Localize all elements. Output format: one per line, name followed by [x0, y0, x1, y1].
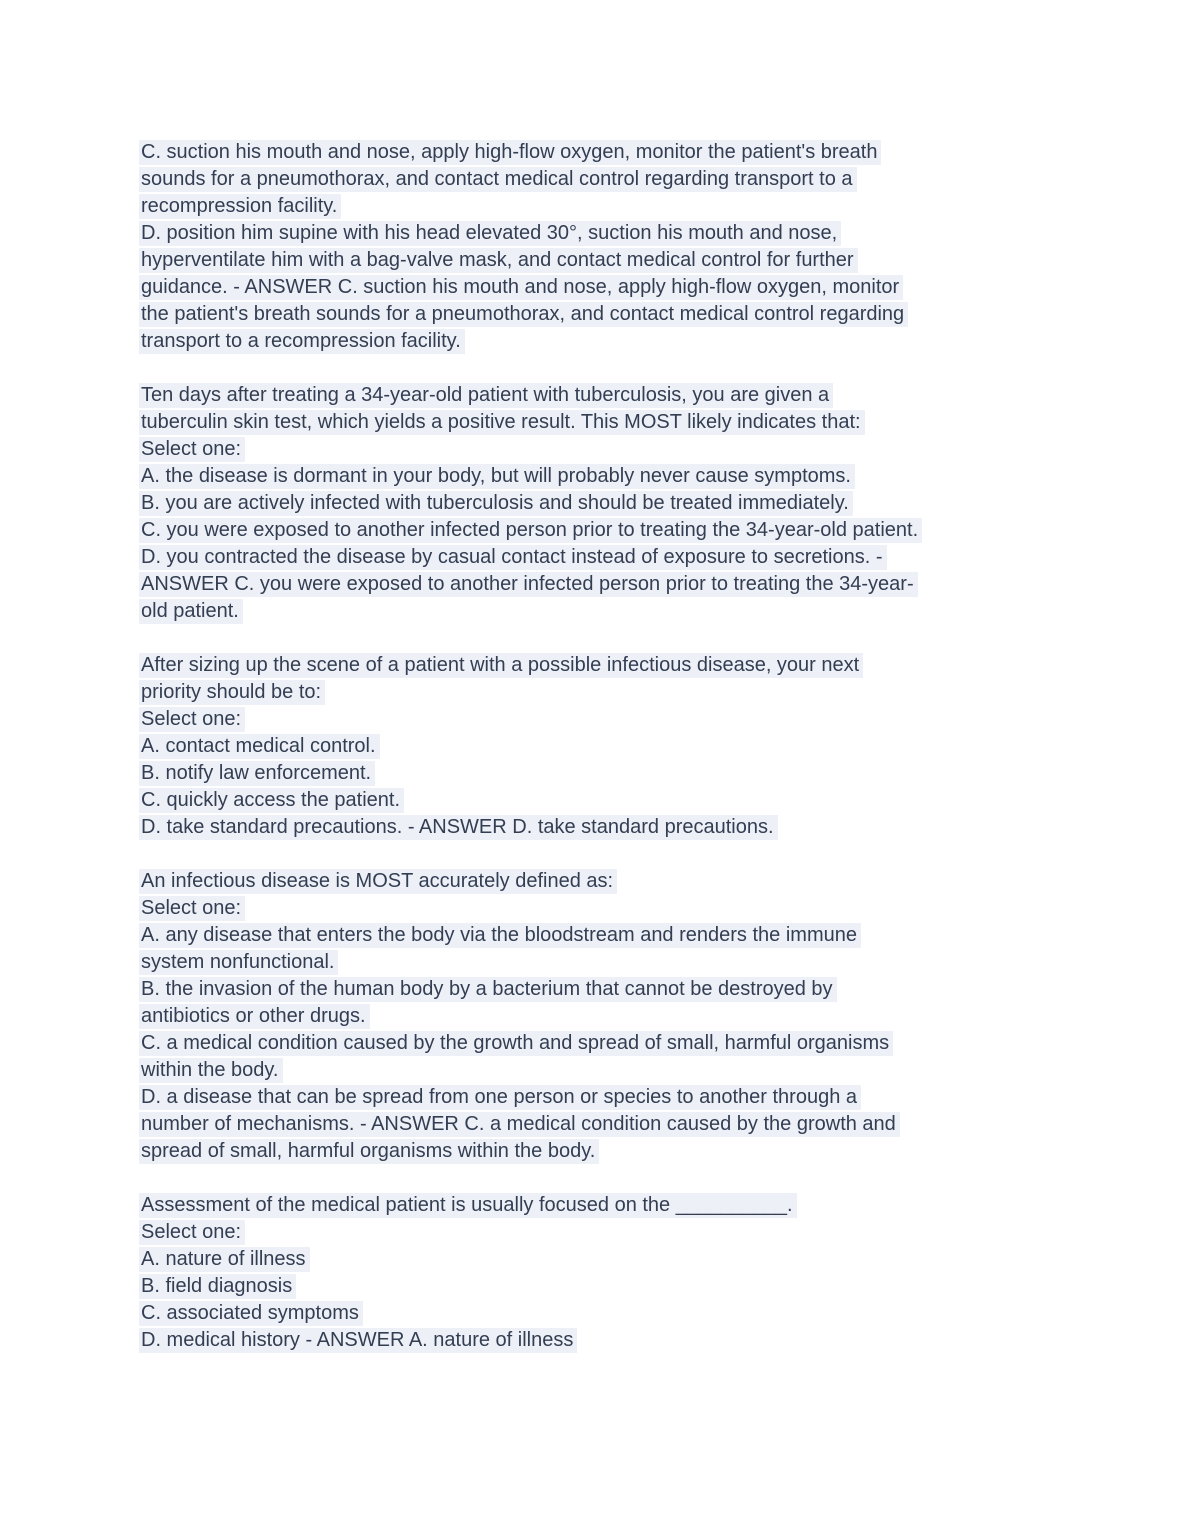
highlighted-text: the patient's breath sounds for a pneumothorax, and contact medical control regarding — [139, 302, 908, 327]
highlighted-text: B. field diagnosis — [139, 1274, 296, 1299]
highlighted-text: Select one: — [139, 896, 245, 921]
text-line — [141, 922, 1071, 949]
text-line — [141, 301, 1071, 328]
text-line — [141, 436, 1071, 463]
highlighted-text: Select one: — [139, 437, 245, 462]
text-line — [141, 706, 1071, 733]
text-line — [141, 1084, 1071, 1111]
highlighted-text: B. the invasion of the human body by a bacterium that cannot be destroyed by — [139, 977, 837, 1002]
text-line — [141, 787, 1071, 814]
highlighted-text: priority should be to: — [139, 680, 325, 705]
text-line — [141, 139, 1071, 166]
highlighted-text: D. position him supine with his head elevated 30°, suction his mouth and nose, — [139, 221, 841, 246]
text-line — [141, 571, 1071, 598]
highlighted-text: A. nature of illness — [139, 1247, 310, 1272]
highlighted-text: D. a disease that can be spread from one person or species to another through a — [139, 1085, 861, 1110]
paragraph — [141, 652, 1071, 841]
text-line — [141, 1300, 1071, 1327]
text-line — [141, 1030, 1071, 1057]
highlighted-text: Select one: — [139, 707, 245, 732]
text-line — [141, 328, 1071, 355]
highlighted-text: Assessment of the medical patient is usually focused on the __________. — [139, 1193, 797, 1218]
highlighted-text: transport to a recompression facility. — [139, 329, 465, 354]
text-line — [141, 1138, 1071, 1165]
text-line — [141, 760, 1071, 787]
highlighted-text: B. notify law enforcement. — [139, 761, 375, 786]
text-line — [141, 274, 1071, 301]
text-line — [141, 679, 1071, 706]
text-line — [141, 814, 1071, 841]
text-line — [141, 166, 1071, 193]
text-line — [141, 733, 1071, 760]
text-line — [141, 895, 1071, 922]
text-line — [141, 1219, 1071, 1246]
text-line — [141, 409, 1071, 436]
text-line — [141, 1327, 1071, 1354]
highlighted-text: A. contact medical control. — [139, 734, 380, 759]
highlighted-text: D. take standard precautions. - ANSWER D. take standard precautions. — [139, 815, 778, 840]
highlighted-text: D. medical history - ANSWER A. nature of illness — [139, 1328, 577, 1353]
highlighted-text: Ten days after treating a 34-year-old patient with tuberculosis, you are given a — [139, 383, 833, 408]
highlighted-text: antibiotics or other drugs. — [139, 1004, 370, 1029]
highlighted-text: hyperventilate him with a bag-valve mask, and contact medical control for further — [139, 248, 858, 273]
highlighted-text: spread of small, harmful organisms within the body. — [139, 1139, 599, 1164]
text-line — [141, 220, 1071, 247]
text-line — [141, 868, 1071, 895]
highlighted-text: number of mechanisms. - ANSWER C. a medical condition caused by the growth and — [139, 1112, 900, 1137]
text-line — [141, 1273, 1071, 1300]
highlighted-text: C. quickly access the patient. — [139, 788, 404, 813]
text-line — [141, 1111, 1071, 1138]
text-line — [141, 193, 1071, 220]
text-line — [141, 247, 1071, 274]
highlighted-text: A. the disease is dormant in your body, but will probably never cause symptoms. — [139, 464, 855, 489]
highlighted-text: B. you are actively infected with tuberculosis and should be treated immediately. — [139, 491, 853, 516]
text-line — [141, 1192, 1071, 1219]
text-line — [141, 949, 1071, 976]
paragraph — [141, 139, 1071, 355]
highlighted-text: ANSWER C. you were exposed to another infected person prior to treating the 34-year- — [139, 572, 918, 597]
highlighted-text: C. suction his mouth and nose, apply high-flow oxygen, monitor the patient's breath — [139, 140, 881, 165]
highlighted-text: recompression facility. — [139, 194, 341, 219]
highlighted-text: system nonfunctional. — [139, 950, 338, 975]
text-line — [141, 1003, 1071, 1030]
text-line — [141, 976, 1071, 1003]
text-line — [141, 517, 1071, 544]
text-line — [141, 463, 1071, 490]
highlighted-text: An infectious disease is MOST accurately defined as: — [139, 869, 617, 894]
highlighted-text: tuberculin skin test, which yields a positive result. This MOST likely indicates that: — [139, 410, 865, 435]
paragraph — [141, 382, 1071, 625]
highlighted-text: C. a medical condition caused by the growth and spread of small, harmful organisms — [139, 1031, 893, 1056]
highlighted-text: C. associated symptoms — [139, 1301, 363, 1326]
highlighted-text: After sizing up the scene of a patient with a possible infectious disease, your next — [139, 653, 863, 678]
text-line — [141, 382, 1071, 409]
highlighted-text: A. any disease that enters the body via the bloodstream and renders the immune — [139, 923, 861, 948]
text-line — [141, 1057, 1071, 1084]
highlighted-text: Select one: — [139, 1220, 245, 1245]
highlighted-text: C. you were exposed to another infected person prior to treating the 34-year-old patient. — [139, 518, 922, 543]
text-line — [141, 544, 1071, 571]
document-content — [141, 139, 1071, 1381]
text-line — [141, 598, 1071, 625]
text-line — [141, 1246, 1071, 1273]
text-line — [141, 652, 1071, 679]
highlighted-text: D. you contracted the disease by casual contact instead of exposure to secretions. - — [139, 545, 887, 570]
highlighted-text: within the body. — [139, 1058, 283, 1083]
text-line — [141, 490, 1071, 517]
paragraph — [141, 868, 1071, 1165]
highlighted-text: guidance. - ANSWER C. suction his mouth and nose, apply high-flow oxygen, monitor — [139, 275, 903, 300]
highlighted-text: old patient. — [139, 599, 243, 624]
highlighted-text: sounds for a pneumothorax, and contact medical control regarding transport to a — [139, 167, 857, 192]
paragraph — [141, 1192, 1071, 1354]
